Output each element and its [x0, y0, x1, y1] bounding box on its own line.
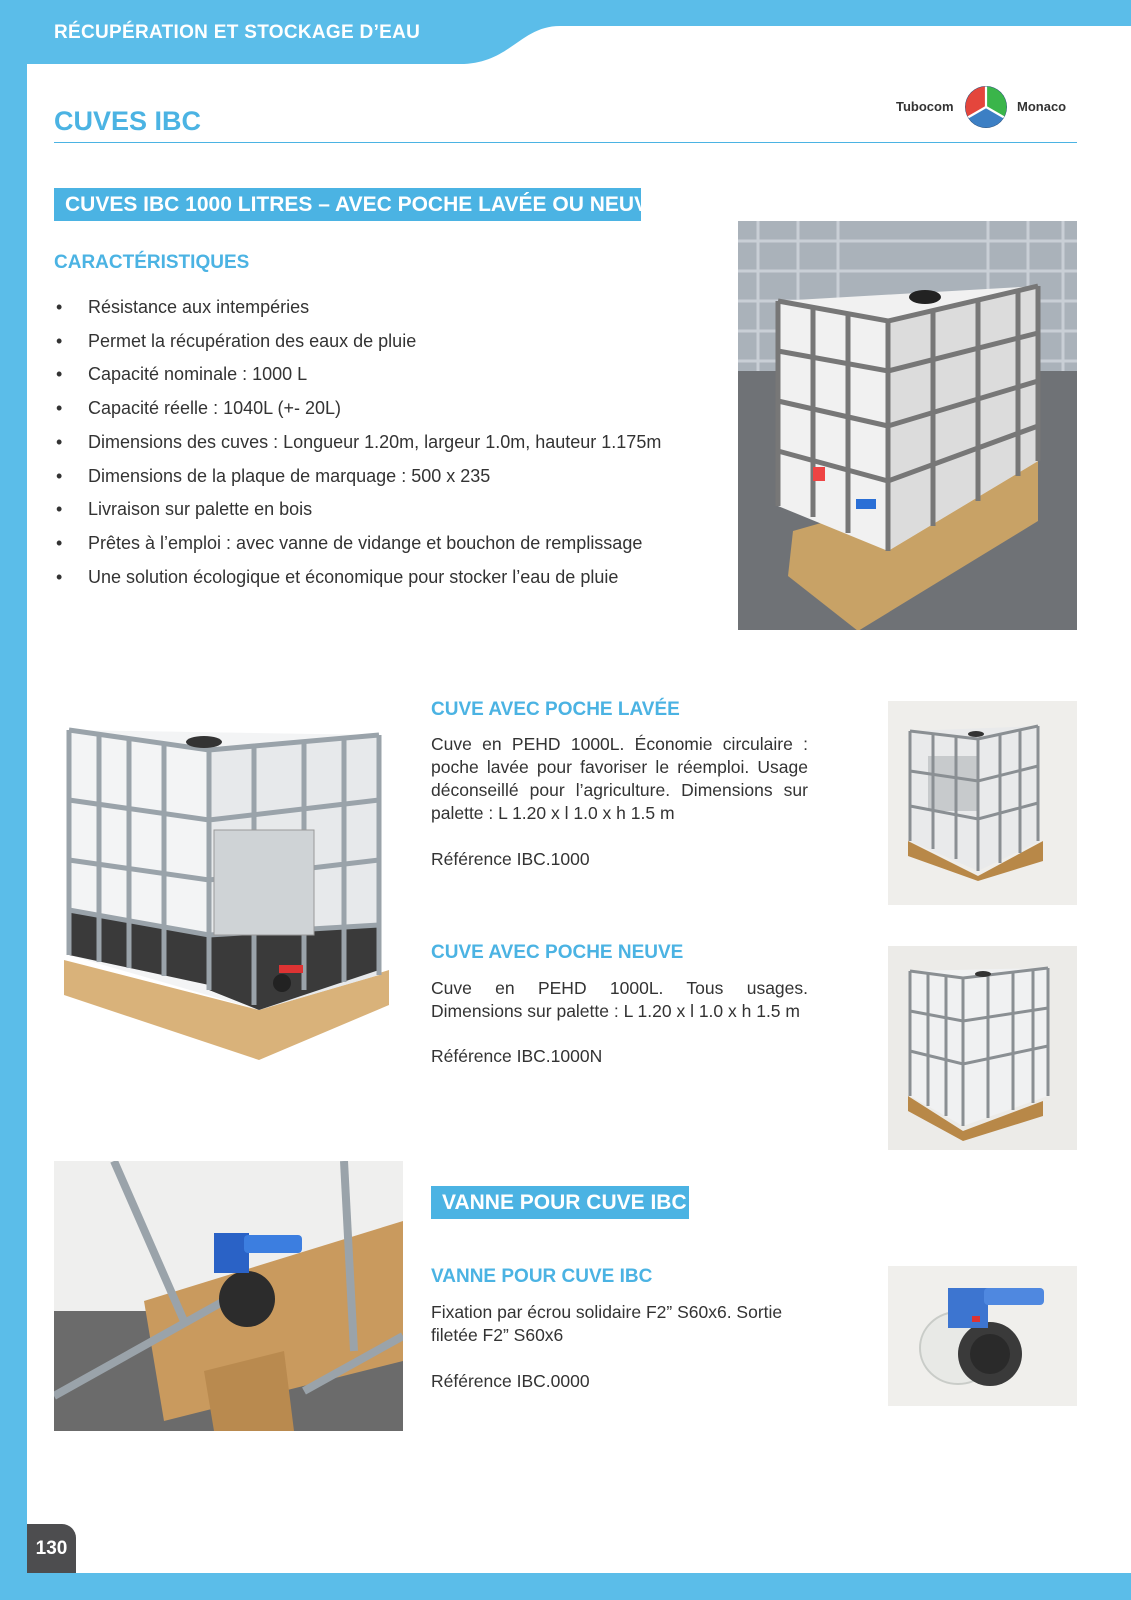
list-item: • Permet la récupération des eaux de pluie [54, 325, 661, 359]
list-item: • Livraison sur palette en bois [54, 493, 661, 527]
ibc-tank-outdoor-photo [738, 221, 1077, 630]
brand-logo [896, 85, 1071, 133]
list-item: • Résistance aux intempéries [54, 291, 661, 325]
characteristics-heading: CARACTÉRISTIQUES [54, 252, 250, 273]
list-item: • Capacité nominale : 1000 L [54, 358, 661, 392]
logo-right-text: Monaco [1017, 99, 1067, 114]
valve-reference: Référence IBC.0000 [431, 1371, 590, 1391]
valve-section-title: VANNE POUR CUVE IBC [431, 1186, 689, 1219]
product-lavee-description: Cuve en PEHD 1000L. Économie circulaire : poche lavée pour favoriser le réemploi. Usage déconseillé pour l’agriculture. Dimensions sur palette : L 1.20 x l 1.0 x h 1.5 m [431, 734, 808, 823]
page-title: CUVES IBC [54, 106, 202, 136]
main-section-title: CUVES IBC 1000 LITRES – AVEC POCHE LAVÉE OU NEUVE [54, 188, 641, 221]
list-item: • Une solution écologique et économique pour stocker l’eau de pluie [54, 561, 661, 595]
ibc-valve-closeup-photo [54, 1161, 403, 1431]
ibc-tank-lavee-thumbnail [888, 701, 1077, 905]
list-item: • Prêtes à l’emploi : avec vanne de vidange et bouchon de remplissage [54, 527, 661, 561]
list-item: • Capacité réelle : 1040L (+- 20L) [54, 392, 661, 426]
product-lavee-title: CUVE AVEC POCHE LAVÉE [431, 699, 680, 720]
list-item: • Dimensions de la plaque de marquage : 500 x 235 [54, 460, 661, 494]
logo-left-text: Tubocom [896, 99, 954, 114]
left-margin-band [0, 0, 27, 1600]
bottom-margin-band [0, 1573, 1131, 1600]
list-item: • Dimensions des cuves : Longueur 1.20m, largeur 1.0m, hauteur 1.175m [54, 426, 661, 460]
ibc-tank-neuve-thumbnail [888, 946, 1077, 1150]
title-divider [54, 142, 1077, 143]
page-number: 130 [27, 1524, 76, 1573]
characteristics-list [54, 291, 661, 594]
logo-circle-icon [964, 85, 1008, 129]
valve-description: Fixation par écrou solidaire F2” S60x6. Sortie filetée F2” S60x6 [431, 1302, 783, 1345]
product-neuve-title: CUVE AVEC POCHE NEUVE [431, 942, 684, 963]
product-neuve-reference: Référence IBC.1000N [431, 1046, 603, 1066]
product-lavee-reference: Référence IBC.1000 [431, 849, 590, 869]
header-section-title: RÉCUPÉRATION ET STOCKAGE D’EAU [54, 22, 421, 43]
valve-product-title: VANNE POUR CUVE IBC [431, 1266, 653, 1287]
ibc-valve-thumbnail [888, 1266, 1077, 1406]
header-band [0, 0, 1131, 64]
product-neuve-description: Cuve en PEHD 1000L. Tous usages. Dimensions sur palette : L 1.20 x l 1.0 x h 1.5 m [431, 978, 808, 1021]
ibc-tank-studio-photo [54, 720, 394, 1070]
